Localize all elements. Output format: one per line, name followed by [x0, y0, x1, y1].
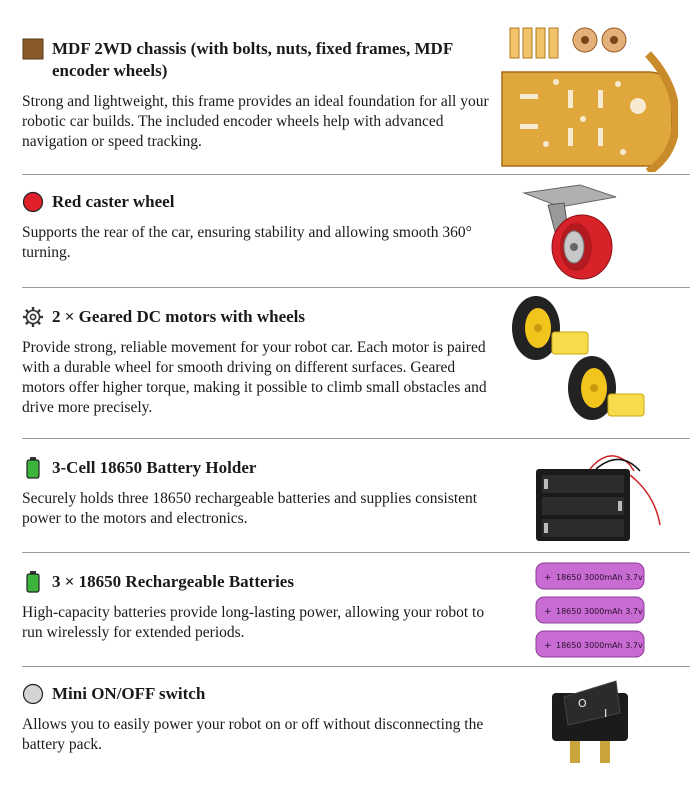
motors-title: 2 × Geared DC motors with wheels	[52, 307, 306, 326]
caster-wheel-image	[520, 183, 620, 283]
caster-title: Red caster wheel	[52, 192, 175, 211]
battery-holder-title: 3-Cell 18650 Battery Holder	[52, 458, 257, 477]
switch-image	[548, 673, 632, 769]
svg-text:+++: + + +	[544, 573, 552, 651]
section-title	[22, 191, 492, 213]
batteries-image	[532, 559, 652, 661]
battery-label: 18650 3000mAh 3.7v	[556, 607, 643, 616]
battery-icon	[22, 571, 44, 593]
section-caster	[0, 175, 693, 287]
section-motors	[0, 288, 693, 438]
brown-square-icon	[22, 38, 44, 60]
battery-icon	[22, 457, 44, 479]
chassis-title: MDF 2WD chassis (with bolts, nuts, fixed frames, MDF encoder wheels)	[52, 39, 453, 80]
section-chassis	[0, 0, 693, 175]
switch-off-symbol: O	[578, 697, 587, 710]
section-title	[22, 38, 492, 82]
grey-circle-icon	[22, 683, 44, 705]
battery-holder-image	[530, 445, 670, 547]
chassis-description: Strong and lightweight, this frame provides an ideal foundation for all your robotic car builds. The included encoder wheels help with advanced navigation or speed tracking.	[22, 93, 489, 150]
battery-label: 18650 3000mAh 3.7v	[556, 641, 643, 650]
chassis-image	[498, 24, 678, 172]
gear-icon	[22, 306, 44, 328]
switch-on-symbol: I	[604, 707, 608, 720]
section-title	[22, 457, 492, 479]
section-title	[22, 306, 492, 328]
battery-holder-description: Securely holds three 18650 rechargeable batteries and supplies consistent power to the motors and electronics.	[22, 490, 478, 527]
motors-description: Provide strong, reliable movement for your robot car. Each motor is paired with a durable wheel for smooth driving on different surfaces. Geared motors offer higher torque, making it possible to climb small obstacles and drive more precisely.	[22, 339, 487, 416]
section-switch	[0, 667, 693, 800]
section-batteries	[0, 553, 693, 666]
section-title	[22, 683, 492, 705]
section-title	[22, 571, 492, 593]
section-battery-holder	[0, 439, 693, 552]
caster-description: Supports the rear of the car, ensuring stability and allowing smooth 360° turning.	[22, 224, 472, 261]
batteries-title: 3 × 18650 Rechargeable Batteries	[52, 572, 294, 591]
batteries-description: High-capacity batteries provide long-lasting power, allowing your robot to run wirelessly for extended periods.	[22, 604, 485, 641]
battery-label: 18650 3000mAh 3.7v	[556, 573, 643, 582]
red-circle-icon	[22, 191, 44, 213]
switch-description: Allows you to easily power your robot on or off without disconnecting the battery pack.	[22, 716, 484, 753]
motors-image	[508, 292, 658, 432]
switch-title: Mini ON/OFF switch	[52, 684, 206, 703]
